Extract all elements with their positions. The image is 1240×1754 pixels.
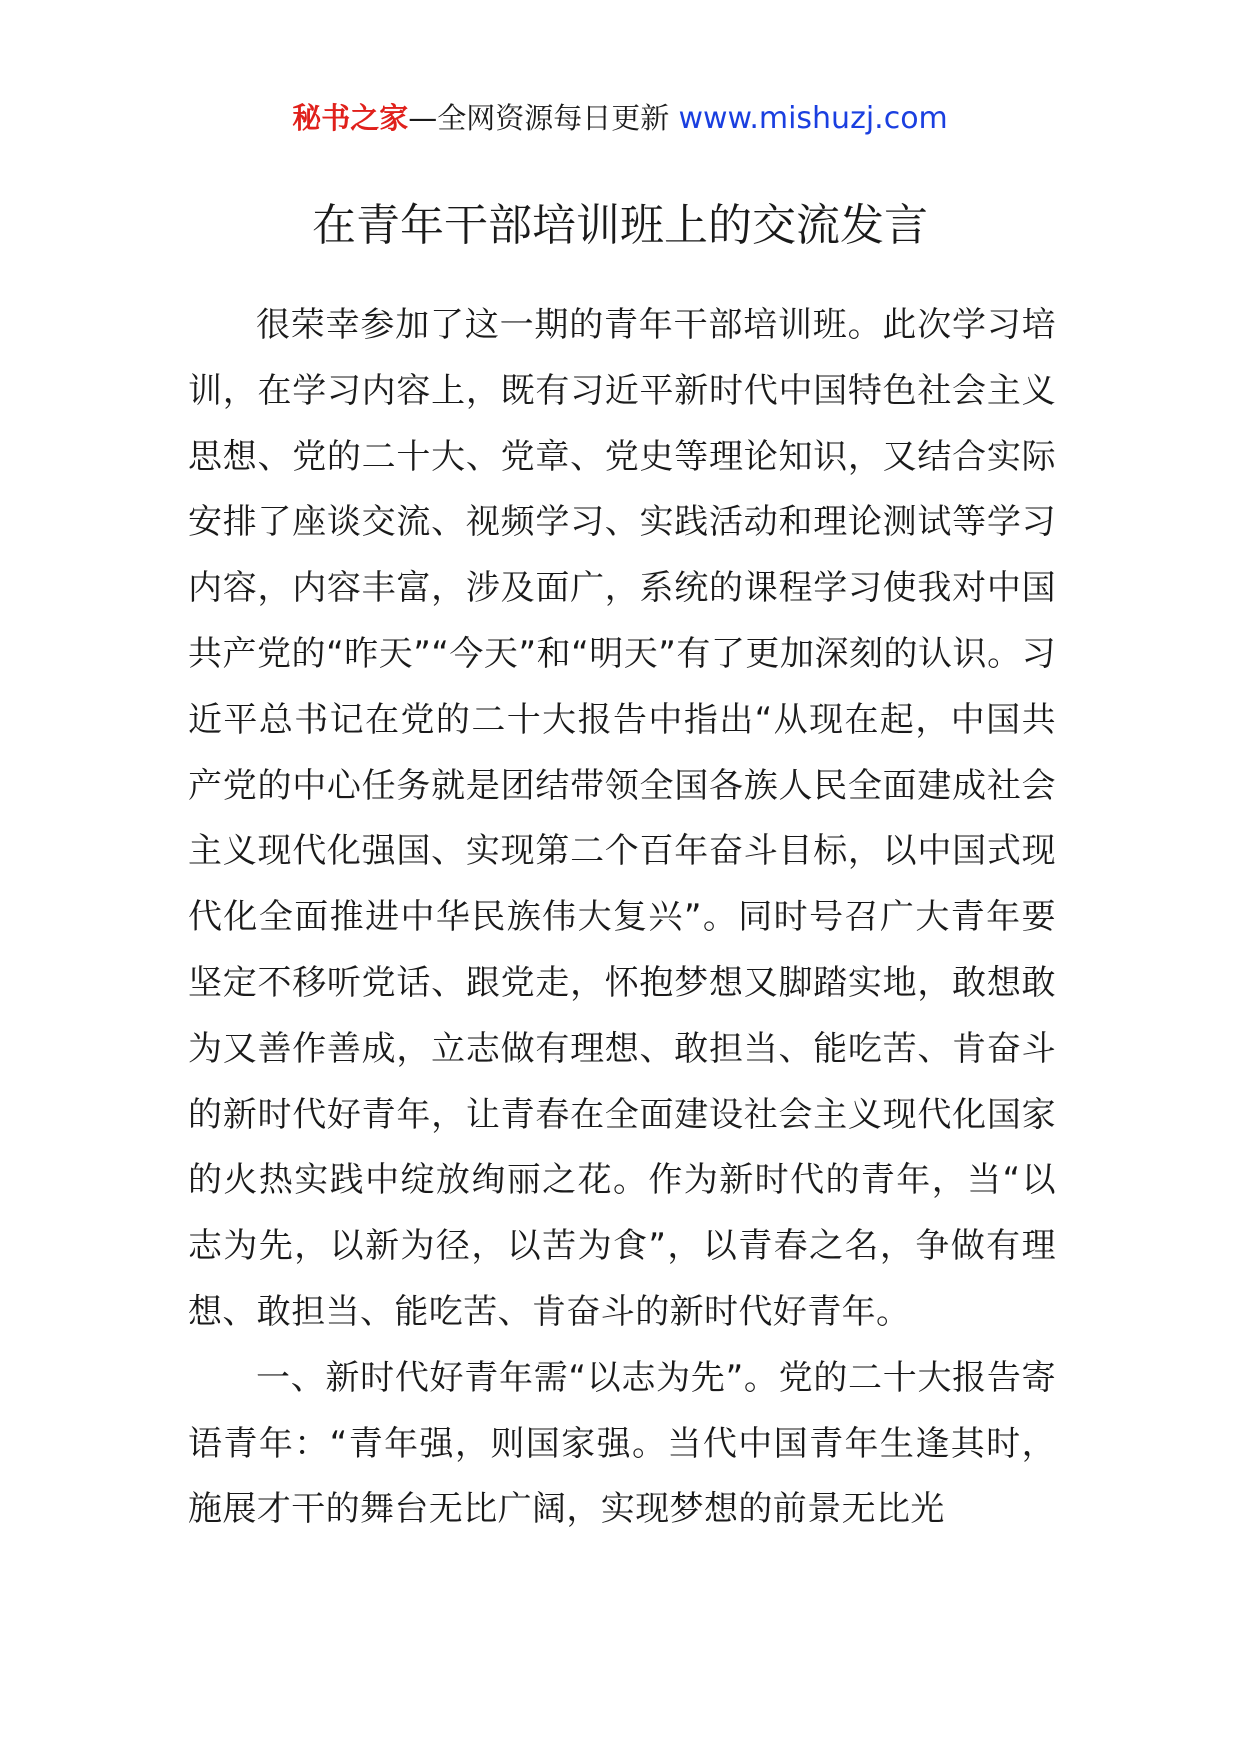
header-slogan: —全网资源每日更新 (408, 101, 679, 135)
paragraph-intro: 很荣幸参加了这一期的青年干部培训班。此次学习培训，在学习内容上，既有习近平新时代中国特色社会主义思想、党的二十大、党章、党史等理论知识，又结合实际安排了座谈交流、视频学习、实践活动和理论测试等学习内容，内容丰富，涉及面广，系统的课程学习使我对中国共产党的“昨天”“今天”和“明天”有了更加深刻的认识。习近平总书记在党的二十大报告中指出“从现在起，中国共产党的中心任务就是团结带领全国各族人民全面建成社会主义现代化强国、实现第二个百年奋斗目标，以中国式现代化全面推进中华民族伟大复兴”。同时号召广大青年要坚定不移听党话、跟党走，怀抱梦想又脚踏实地，敢想敢为又善作善成，立志做有理想、敢担当、能吃苦、肯奋斗的新时代好青年，让青春在全面建设社会主义现代化国家的火热实践中绽放绚丽之花。作为新时代的青年，当“以志为先，以新为径，以苦为食”，以青春之名，争做有理想、敢担当、能吃苦、肯奋斗的新时代好青年。 (188, 305, 1056, 1332)
document-body (188, 293, 1056, 1543)
site-header (0, 98, 1240, 139)
website-link[interactable]: www.mishuzj.com (678, 101, 948, 136)
paragraph-section-one: 一、新时代好青年需“以志为先”。党的二十大报告寄语青年：“青年强，则国家强。当代中国青年生逢其时，施展才干的舞台无比广阔，实现梦想的前景无比光 (188, 1357, 1056, 1530)
brand-name: 秘书之家 (292, 101, 409, 135)
document-title: 在青年干部培训班上的交流发言 (312, 200, 928, 251)
